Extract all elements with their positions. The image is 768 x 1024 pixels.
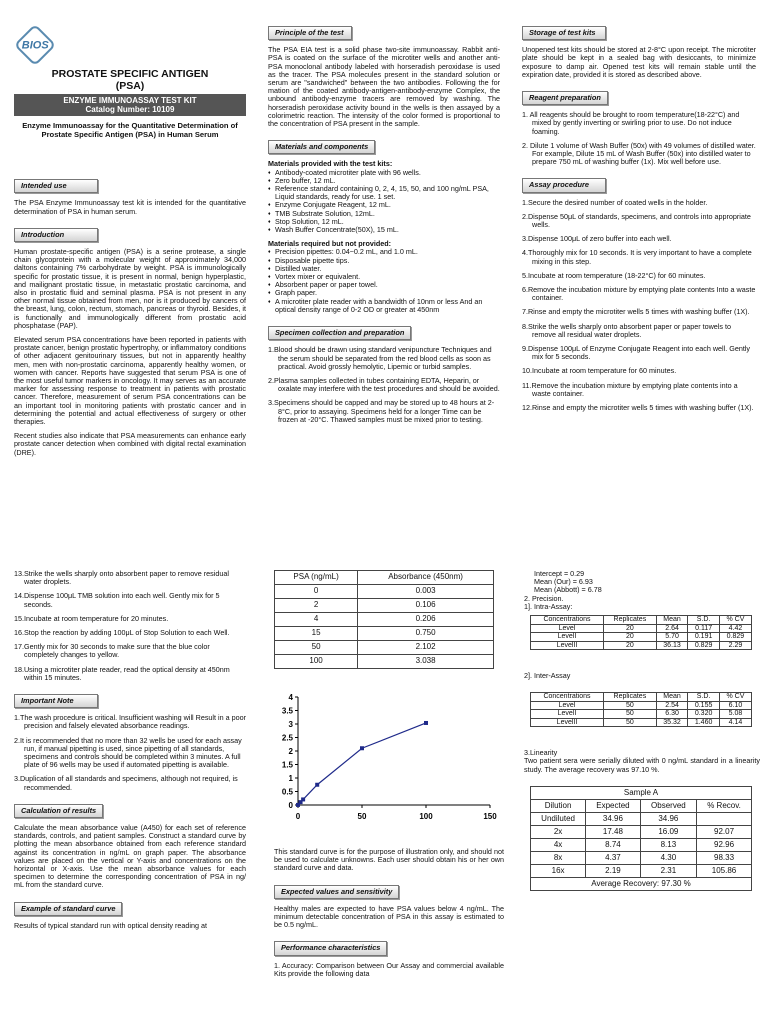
column-left-bottom <box>14 570 246 936</box>
data-point <box>360 746 364 750</box>
document-subtitle: Enzyme Immunoassay for the Quantitative Determination of Prostate Specific Antigen (PSA) in Human Serum <box>22 121 238 139</box>
list-item: 3.Dispense 100μL of zero buffer into each well. <box>522 234 672 244</box>
data-point <box>424 721 428 725</box>
table-caption-row: Sample A <box>531 786 752 799</box>
intro-paragraph: Recent studies also indicate that PSA measurements can enhance early prostate cancer detection when combined with digital rectal examination (DRE). <box>14 431 246 457</box>
catalog-band: ENZYME IMMUNOASSAY TEST KIT Catalog Number: 10109 <box>14 94 246 116</box>
list-item: ♦ A microtiter plate reader with a bandwidth of 10nm or less And an optical density range of 0-2 OD or greater at 450nm <box>268 298 500 314</box>
x-tick-label: 0 <box>295 812 301 821</box>
column-right-top <box>522 26 756 418</box>
list-item: 13.Strike the wells sharply onto absorbent paper to remove residual water droplets. <box>14 569 229 587</box>
table-row: 2x 17.48 16.09 92.07 <box>531 825 752 838</box>
section-heading-intended-use: Intended use <box>14 179 98 193</box>
table-row: Level 20 2.64 0.117 4.42 <box>531 624 752 633</box>
list-item: 1.Secure the desired number of coated wells in the holder. <box>522 197 708 207</box>
x-tick-label: 50 <box>357 812 367 821</box>
materials-provided-list <box>268 169 500 235</box>
y-tick-label: 1.5 <box>281 760 293 770</box>
y-tick-label: 1 <box>288 774 293 783</box>
list-item: ♦ TMB Substrate Solution, 12mL. <box>268 210 500 218</box>
stat-line: Mean (Abbott) = 6.78 <box>534 585 602 595</box>
y-tick-label: 0.5 <box>281 787 293 797</box>
table-row: 4 0.206 <box>275 613 494 627</box>
section-heading-storage: Storage of test kits <box>522 26 606 40</box>
table-row: 15 0.750 <box>275 627 494 641</box>
example-text: Results of typical standard run with optical density reading at <box>14 920 207 930</box>
section-heading-specimen: Specimen collection and preparation <box>268 326 411 340</box>
y-tick-label: 3.5 <box>281 706 293 716</box>
column-middle-bottom <box>274 570 504 984</box>
table-header-row: Concentrations Replicates Mean S.D. % CV <box>531 693 752 702</box>
table-row: 2 0.106 <box>275 599 494 613</box>
y-tick-label: 4 <box>288 693 293 702</box>
section-heading-assay: Assay procedure <box>522 178 606 192</box>
standard-table <box>274 570 494 669</box>
table-row: Undiluted 34.96 34.96 <box>531 812 752 825</box>
table-row: 8x 4.37 4.30 98.33 <box>531 851 752 864</box>
list-item: 2.It is recommended that no more than 32 wells be used for each assay run, if manual pipetting is used, since pipetting of all standards, specimens and controls should be completed within 3 minutes. A full plate of 96 wells may be used if automated pipetting is available. <box>14 735 242 770</box>
list-item: 8.Strike the wells sharply onto absorbent paper or paper towels to remove all residual water droplets. <box>522 321 731 339</box>
list-item: 6.Remove the incubation mixture by emptying plate contents Into a waste container. <box>522 285 756 303</box>
performance-text: 1. Accuracy: Comparison between Our Assay and commercial available Kits provide the following data <box>274 960 504 978</box>
calculation-text: Calculate the mean absorbance value (A450) for each set of reference standards, controls, and patient samples. Construct a standard curve by plotting the mean absorbance obtained from each reference standard against its concentration in ng/mL on graph paper. The absorbance values are placed on the vertical or Y-axis and concentrations on the horizontal or X-axis. Use the mean absorbance values for each specimen to determine the corresponding concentration of PSA in ng/ mL from the standard curve. <box>14 823 246 890</box>
y-tick-label: 2.5 <box>281 733 293 743</box>
bios-logo-icon: BIOS <box>14 24 56 66</box>
table-row: Level 50 2.54 0.155 6.10 <box>531 701 752 710</box>
linearity-title: 3.Linearity <box>524 748 558 758</box>
table-row: LevelI 20 5.70 0.191 0.829 <box>531 633 752 642</box>
list-item: ♦ Distilled water. <box>268 265 500 273</box>
table-row: 0 0.003 <box>275 585 494 599</box>
stat-line: Intercept = 0.29 <box>534 569 585 578</box>
intended-use-text: The PSA Enzyme Immunoassay test kit is intended for the quantitative determination of PSA in human serum. <box>14 198 246 216</box>
list-item: 3.Duplication of all standards and specimens, although not required, is recommended. <box>14 774 238 792</box>
recovery-table <box>530 786 752 891</box>
standard-curve-chart <box>274 689 504 834</box>
list-item: 14.Dispense 100μL TMB solution into each well. Gently mix for 5 seconds. <box>14 591 220 609</box>
linearity-text: Two patient sera were serially diluted with 0 ng/mL standard in a linearity study. The average recovery was 97.10 %. <box>524 756 760 774</box>
list-item: 16.Stop the reaction by adding 100μL of Stop Solution to each Well. <box>14 628 230 638</box>
inter-title: 2]. Inter-Assay <box>524 671 571 681</box>
stat-line: Mean (Our) = 6.93 <box>534 577 593 587</box>
data-point <box>315 783 319 787</box>
y-tick-label: 3 <box>288 720 293 729</box>
list-item: ♦ Wash Buffer Concentrate(50X), 15 mL. <box>268 226 500 234</box>
x-tick-label: 150 <box>483 812 497 821</box>
expected-text: Healthy males are expected to have PSA values below 4 ng/mL. The minimum detectable concentration of PSA in this assay is estimated to be 0.5 ng/mL. <box>274 903 504 930</box>
intra-title: 1]. Intra-Assay: <box>524 601 573 611</box>
materials-required-list <box>268 248 500 314</box>
section-heading-introduction: Introduction <box>14 228 98 242</box>
section-heading-materials: Materials and components <box>268 140 375 154</box>
list-item: ♦ Antibody-coated microtiter plate with 96 wells. <box>268 169 500 177</box>
column-right-bottom <box>524 570 760 891</box>
list-item: 18.Using a microtiter plate reader, read the optical density at 450nm within 15 minutes. <box>14 664 230 682</box>
list-item: 1.Blood should be drawn using standard venipuncture Techniques and the serum should be separated from the red blood cells as soon as practical. Avoid grossly hemolytic, Lipemic or turbid samples. <box>268 345 492 371</box>
table-row: 16x 2.19 2.31 105.86 <box>531 864 752 877</box>
list-item: 4.Thoroughly mix for 10 seconds. It is very important to have a complete mixing in this step. <box>522 248 752 266</box>
logo <box>14 26 246 64</box>
list-item: 17.Gently mix for 30 seconds to make sure that the blue color completely changes to yellow. <box>14 642 210 660</box>
list-item: 2. Dilute 1 volume of Wash Buffer (50x) with 49 volumes of distilled water. For example, Dilute 15 mL of Wash Buffer (50x) into distilled water to prepare 750 mL of washing buffer (1x). Mix well before use. <box>522 140 756 167</box>
list-item: 2.Plasma samples collected in tubes containing EDTA, Heparin, or oxalate may interfere with the test procedures and should be avoided. <box>268 375 500 394</box>
list-item: 9.Dispense 100μL of Enzyme Conjugate Reagent into each well. Gently mix for 5 seconds. <box>522 344 751 362</box>
intro-paragraph: Human prostate-specific antigen (PSA) is a serine protease, a single chain glycoprotein with a molecular weight of approximately 34,000 daltons containing 7% carbohydrate by weight. PSA is immunologically specific for prostatic tissue, it is present in normal, benign hyperplastic, and mailignant prostatic tissue, in metastatic prostatic carcinoma, and also in prostatic fluid and seminal plasma. PSA is not present in any other normal tissue obtained from men, nor is it produced by cancers of the breast, lung, colon, rectum, stomach, pancreas or thyroid. Besides, it is functionally and immunologically different from prostatic acid phosphatase (PAP). <box>14 247 246 330</box>
table-header-row: Concentrations Replicates Mean S.D. % CV <box>531 616 752 625</box>
list-item: 1. All reagents should be brought to room temperature(18-22°C) and mixed by gently inverting or swirling prior to use. Do not induce foaming. <box>522 110 740 136</box>
x-tick-label: 100 <box>419 812 433 821</box>
list-item: 2.Dispense 50μL of standards, specimens, and controls into appropriate wells. <box>522 211 751 230</box>
list-item: 5.Incubate at room temperature (18-22°C) for 60 minutes. <box>522 270 706 280</box>
column-left-top <box>14 26 246 463</box>
section-heading-example: Example of standard curve <box>14 902 122 916</box>
document-title: PROSTATE SPECIFIC ANTIGEN (PSA) <box>51 68 209 92</box>
table-header-row: PSA (ng/mL) Absorbance (450nm) <box>275 571 494 585</box>
materials-provided-title: Materials provided with the test kits: <box>268 159 393 169</box>
data-point <box>301 797 305 801</box>
list-item: ♦ Stop Solution, 12 mL. <box>268 218 500 226</box>
list-item: ♦ Enzyme Conjugate Reagent, 12 mL. <box>268 201 500 209</box>
list-item: 11.Remove the incubation mixture by emptying plate contents into a waste container. <box>522 380 738 398</box>
section-heading-important: Important Note <box>14 694 98 708</box>
list-item: ♦ Vortex mixer or equivalent. <box>268 273 500 281</box>
materials-required-title: Materials required but not provided: <box>268 239 391 249</box>
table-row: 100 3.038 <box>275 655 494 669</box>
list-item: 12.Rinse and empty the microtiter wells 5 times with washing buffer (1X). <box>522 403 754 413</box>
section-heading-principle: Principle of the test <box>268 26 352 40</box>
curve-note: This standard curve is for the purpose of illustration only, and should not be used to calculate unknowns. Each user should obtain his or her own standard curve and data. <box>274 847 504 873</box>
list-item: ♦ Zero buffer, 12 mL. <box>268 177 500 185</box>
list-item: 1.The wash procedure is critical. Insufficient washing will Result in a poor precision and falsely elevated absorbance readings. <box>14 713 246 731</box>
list-item: ♦ Disposable pipette tips. <box>268 257 500 265</box>
principle-text: The PSA EIA test is a solid phase two-site immunoassay. Rabbit anti-PSA is coated on the surface of the microtiter wells and another anti-PSA monoclonal antibody labeled with horseradish peroxidase is used as the tracer. The PSA molecules present in the standard solution or serum are "sandwiched" between the two antibodies. Following the for mation of the coated antibody-antigen-antibody-enzyme Complex, the unbound antibody-enzyme tracers are removed by washing. The horseradish peroxidase activity bound in the wells is then assayed by a colorimetric reaction. The intensity of the color formed is proportional to the concentration of PSA present in the sample. <box>268 45 500 129</box>
list-item: 7.Rinse and empty the microtiter wells 5 times with washing buffer (1X). <box>522 307 750 317</box>
list-item: ♦ Absorbent paper or paper towel. <box>268 281 500 289</box>
y-tick-label: 0 <box>288 801 293 810</box>
table-row: LevelI 50 6.30 0.320 5.08 <box>531 710 752 719</box>
list-item: 3.Specimens should be capped and may be stored up to 48 hours at 2-8°C, prior to assaying. Specimens held for a longer Time can be frozen at -20°C. Thawed samples must be mixed prior to testing. <box>268 398 495 424</box>
series-line <box>298 723 426 805</box>
table-row: LevelII 50 35.32 1.460 4.14 <box>531 718 752 727</box>
list-item: ♦ Precision pipettes: 0.04~0.2 mL, and 1.0 mL. <box>268 248 500 256</box>
section-heading-calculation: Calculation of results <box>14 804 103 818</box>
precision-title: 2. Precision. <box>524 593 564 603</box>
table-row: LevelII 20 36.13 0.829 2.29 <box>531 641 752 650</box>
inter-assay-table <box>530 692 752 727</box>
section-heading-performance: Performance characteristics <box>274 941 387 955</box>
section-heading-reagent: Reagent preparation <box>522 91 608 105</box>
list-item: ♦ Reference standard containing 0, 2, 4, 15, 50, and 100 ng/mL PSA, Liquid standards, ready for use. 1 set. <box>268 185 500 201</box>
list-item: 10.Incubate at room temperature for 60 minutes. <box>522 366 677 376</box>
list-item: ♦ Graph paper. <box>268 289 500 297</box>
table-row: 50 2.102 <box>275 641 494 655</box>
column-middle-top <box>268 26 500 430</box>
list-item: 15.Incubate at room temperature for 20 minutes. <box>14 613 169 623</box>
intro-paragraph: Elevated serum PSA concentrations have been reported in patients with prostate cancer, benign prostatic hypertrophy, or inflammatory conditions of other adjacent genitourinary tissues, but not in apparently healthy men, men with non-prostatic carcinoma, apparently healthy women, or women with cancer. Reports have suggested that serum PSA is one of the most useful tumor markers in oncology. It may serves as an accurate marker for assessing response to treatment in patients with prostatic cancer. Therefore, measurement of serum PSA concentrations can be an important tool in monitoring patients with prostatic cancer and in determining the potential and actual effectiveness of surgery or other therapies. <box>14 335 246 427</box>
table-footer-row: Average Recovery: 97.30 % <box>531 877 752 890</box>
table-header-row: Dilution Expected Observed % Recov. <box>531 799 752 812</box>
intra-assay-table <box>530 615 752 650</box>
y-tick-label: 2 <box>288 747 293 756</box>
section-heading-expected: Expected values and sensitivity <box>274 885 399 899</box>
table-row: 4x 8.74 8.13 92.96 <box>531 838 752 851</box>
storage-text: Unopened test kits should be stored at 2-8°C upon receipt. The microtiter plate should be kept in a sealed bag with desiccants, to minimize exposure to damp air. Opened test kits will remain stable until the expiration date, provided it is stored as described above. <box>522 45 756 79</box>
